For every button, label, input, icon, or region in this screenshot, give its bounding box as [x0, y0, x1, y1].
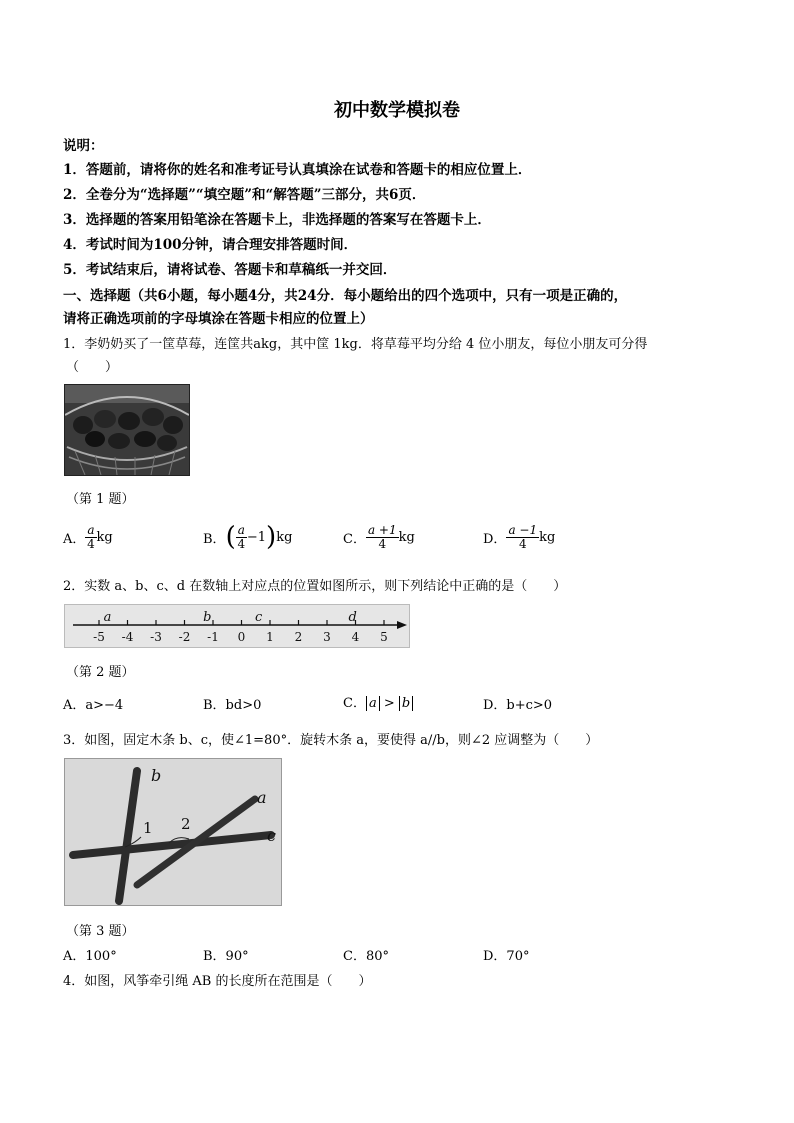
q1-option-b-right-paren: ) — [266, 522, 277, 552]
number-line-point-a: a — [103, 610, 112, 625]
page-title: 初中数学模拟卷 — [334, 100, 460, 121]
number-line-tick-label: -1 — [207, 630, 219, 644]
number-line-tick-label: -2 — [178, 630, 191, 644]
strawberry-basket-photo — [64, 384, 190, 476]
question-2-caption: （第 2 题） — [66, 665, 135, 680]
q1-option-c-numerator: a +1 — [367, 522, 397, 537]
q1-option-d-unit: kg — [539, 529, 556, 545]
q1-option-d — [483, 517, 555, 557]
q1-option-d-denominator: 4 — [518, 536, 527, 551]
q1-option-c-label: C． — [343, 531, 366, 547]
q1-option-c-fraction — [366, 524, 399, 550]
section-heading-line1: 一、选择题（共6小题，每小题4分，共24分．每小题给出的四个选项中，只有一项是正确的， — [63, 288, 628, 304]
question-1-paren: （ ） — [66, 360, 119, 375]
question-2-text: 2．实数 a、b、c、d 在数轴上对应点的位置如图所示，则下列结论中正确的是（ ） — [63, 579, 567, 594]
label-b: b — [151, 766, 162, 785]
q1-option-b-unit: kg — [276, 529, 293, 545]
q1-option-b-fraction — [236, 524, 247, 550]
q2-option-c-abs-b: b — [399, 696, 413, 711]
q1-option-a-numerator: a — [87, 522, 95, 537]
q1-option-a-label: A． — [63, 531, 86, 547]
number-line-figure — [64, 604, 410, 648]
label-a: a — [257, 788, 267, 807]
q2-option-a: A．a>−4 — [63, 698, 124, 713]
number-line-tick-label: 5 — [380, 630, 388, 644]
number-line-tick-label: 3 — [323, 630, 331, 644]
q1-option-c-unit: kg — [398, 529, 415, 545]
q1-option-c — [343, 517, 415, 557]
q3-option-c: C．80° — [343, 949, 389, 964]
q1-option-b-minus: −1 — [246, 529, 267, 545]
q1-option-a-denominator: 4 — [87, 536, 95, 551]
number-line-tick-label: -5 — [93, 630, 105, 644]
q2-option-c — [343, 692, 413, 711]
q3-option-a: A．100° — [63, 949, 117, 964]
wooden-sticks-figure — [64, 758, 282, 906]
q2-option-c-label: C． — [343, 696, 366, 711]
angle-1-label: 1 — [143, 819, 153, 837]
instruction-1: 1．答题前，请将你的姓名和准考证号认真填涂在试卷和答题卡的相应位置上． — [63, 162, 532, 178]
q1-option-a — [63, 517, 113, 557]
q1-option-d-numerator: a −1 — [508, 522, 538, 537]
q1-option-d-fraction — [506, 524, 539, 550]
question-3-caption: （第 3 题） — [66, 924, 135, 939]
q1-option-b-left-paren: ( — [225, 522, 236, 552]
question-1-caption: （第 1 题） — [66, 492, 135, 507]
q1-option-a-fraction — [85, 524, 96, 550]
number-line-tick-label: 4 — [351, 630, 360, 644]
q1-option-b-numerator: a — [237, 522, 245, 537]
q1-option-a-unit: kg — [96, 529, 113, 545]
instruction-3: 3．选择题的答案用铅笔涂在答题卡上，非选择题的答案写在答题卡上． — [63, 212, 491, 228]
number-line-point-b: b — [203, 610, 212, 625]
q1-option-b — [203, 517, 292, 557]
q1-option-c-denominator: 4 — [378, 536, 387, 551]
number-line-tick-label: 1 — [266, 630, 274, 644]
section-heading-line2: 请将正确选项前的字母填涂在答题卡相应的位置上） — [63, 311, 374, 327]
label-c: c — [267, 826, 276, 845]
angle-2-label: 2 — [181, 815, 191, 833]
q2-option-c-abs-a: a — [366, 696, 380, 711]
number-line-point-c: c — [254, 610, 263, 625]
q2-option-b: B．bd>0 — [203, 698, 262, 713]
q2-option-c-gt: > — [379, 696, 399, 711]
q1-option-b-denominator: 4 — [237, 536, 246, 551]
number-line-tick-label: -3 — [150, 630, 162, 644]
q1-option-d-label: D． — [483, 531, 507, 547]
question-3-text: 3．如图，固定木条 b、c，使∠1=80°．旋转木条 a，要使得 a//b，则∠2 应调整为（ ） — [63, 733, 599, 748]
q2-option-d: D．b+c>0 — [483, 698, 553, 713]
number-line-tick-label: 2 — [294, 630, 303, 644]
question-4-text: 4．如图，风筝牵引绳 AB 的长度所在范围是（ ） — [63, 974, 372, 989]
number-line-tick-label: 0 — [237, 630, 246, 644]
number-line-tick-label: -4 — [121, 630, 134, 644]
question-1-text: 1．李奶奶买了一筐草莓，连筐共akg，其中筐 1kg．将草莓平均分给 4 位小朋友，每位小朋友可分得 — [63, 337, 648, 352]
instruction-5: 5．考试结束后，请将试卷、答题卡和草稿纸一并交回． — [63, 262, 397, 278]
instruction-4: 4．考试时间为100分钟，请合理安排答题时间． — [63, 237, 358, 253]
q3-option-d: D．70° — [483, 949, 530, 964]
instruction-2: 2．全卷分为“选择题”“填空题”和“解答题”三部分，共6页． — [63, 187, 426, 203]
instructions-heading: 说明： — [63, 138, 104, 154]
q3-option-b: B．90° — [203, 949, 249, 964]
q1-option-b-label: B． — [203, 531, 226, 547]
number-line-point-d: d — [348, 610, 357, 625]
